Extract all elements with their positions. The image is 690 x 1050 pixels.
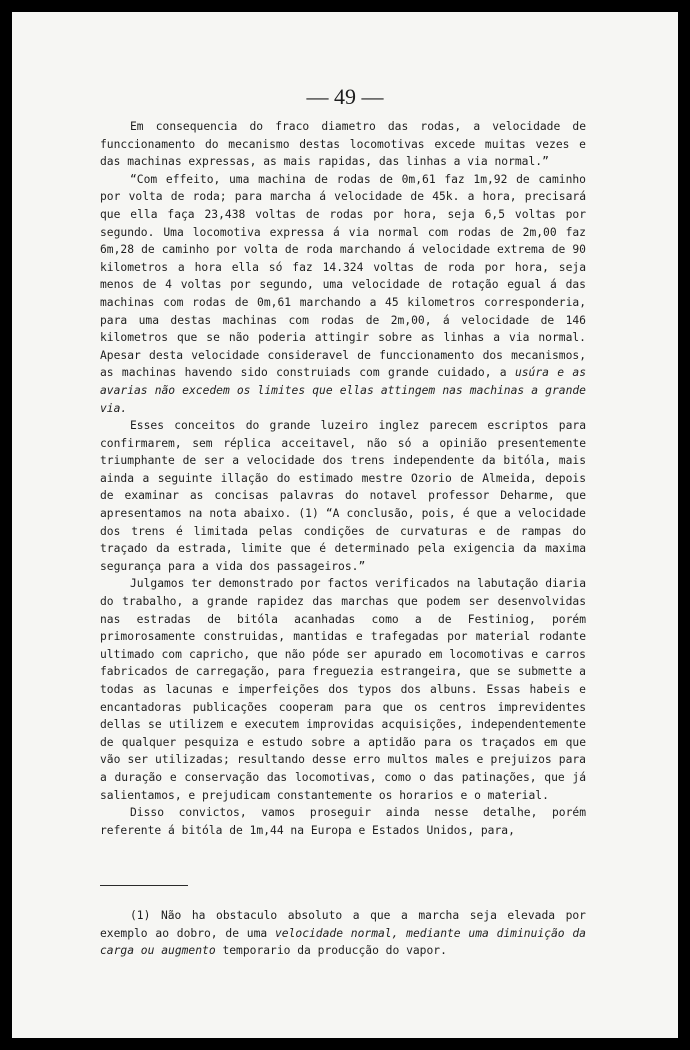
footnote — [100, 907, 586, 960]
footnote-divider — [100, 885, 188, 886]
page-number: — 49 — — [306, 84, 384, 109]
book-page — [12, 12, 678, 1038]
main-text — [100, 118, 586, 839]
footnote-end: temporario da producção do vapor. — [222, 944, 447, 958]
footnote-italic: velocidade normal, mediante uma diminuição da carga ou augmento — [100, 926, 586, 958]
footnote-start: (1) Não ha obstaculo absoluto a que a marcha seja elevada por exemplo ao dobro, de uma — [100, 909, 586, 940]
paragraph-3: Esses conceitos do grande luzeiro inglez parecem escriptos para confirmarem, sem réplica acceitavel, não só a opinião presentemente triumphante de ser a velocidade dos trens independente da bitóla, mais ainda a seguinte illação do estimado mestre Ozorio de Almeida, depois de examinar as concisas palavras do notavel professor Deharme, que apresentamos na nota abaixo. (1) “A conclusão, pois, é que a velocidade dos trens é limitada pelas condições de curvaturas e de rampas do traçado da estrada, limite que é determinado pela exigencia da maxima segurança para a vida dos passageiros.” — [100, 419, 586, 573]
paragraph-1: Em consequencia do fraco diametro das rodas, a velocidade de funccionamento do mecanismo destas locomotivas excede muitas vezes e das machinas expressas, as mais rapidas, das linhas a via normal.” — [100, 120, 586, 169]
paragraph-2-italic: usúra e as avarias não excedem os limites que ellas attingem nas machinas a grande via. — [100, 366, 587, 415]
paragraph-5: Disso convictos, vamos proseguir ainda nesse detalhe, porém referente á bitóla de 1m,44 na Europa e Estados Unidos, para, — [100, 806, 586, 837]
paragraph-2-text: “Com effeito, uma machina de rodas de 0m,61 faz 1m,92 de caminho por volta de roda; para marcha á velocidade de 45k. a hora, precisará que ella faça 23,438 voltas de rodas por hora, seja 6,5 voltas por segundo. Uma locomotiva expressa á via normal com rodas de 2m,00 faz 6m,28 de caminho por volta de roda marchando á velocidade extrema de 90 kilometros a hora ella só faz 14.324 voltas de roda por hora, seja menos de 4 voltas por segundo, uma velocidade de rotação egual á das machinas com rodas de 0m,61 marchando a 45 kilometros corresponderia, para uma destas machinas com rodas de 2m,00, á velocidade de 146 kilometros que se não poderia attingir sobre as linhas a via normal. Apesar desta velocidade consideravel de funccionamento dos mecanismos, as machinas havendo sido construiads com grande cuidado, a — [100, 172, 586, 380]
paragraph-4: Julgamos ter demonstrado por factos verificados na labutação diaria do trabalho, a grande rapidez das marchas que podem ser desenvolvidas nas estradas de bitóla acanhadas como a de Festiniog, porém primorosamente construidas, mantidas e trafegadas por material rodante ultimado com capricho, que não póde ser apurado em locomotivas e carros fabricados de carregação, para freguezia estrangeira, que se submette a todas as lacunas e imperfeições dos typos dos albuns. Essas habeis e encantadoras publicações cooperam para que os centros imprevidentes dellas se utilizem e executem improvidas acquisições, independentemente de qualquer pesquiza e estudo sobre a aptidão para os traçados em que vão ser utilizadas; resultando desse erro multos males e prejuizos para a duração e conservação das locomotivas, como o das patinações, que já salientamos, e prejudicam constantemente os horarios e o material. — [100, 577, 586, 802]
paragraph-2 — [100, 171, 586, 417]
